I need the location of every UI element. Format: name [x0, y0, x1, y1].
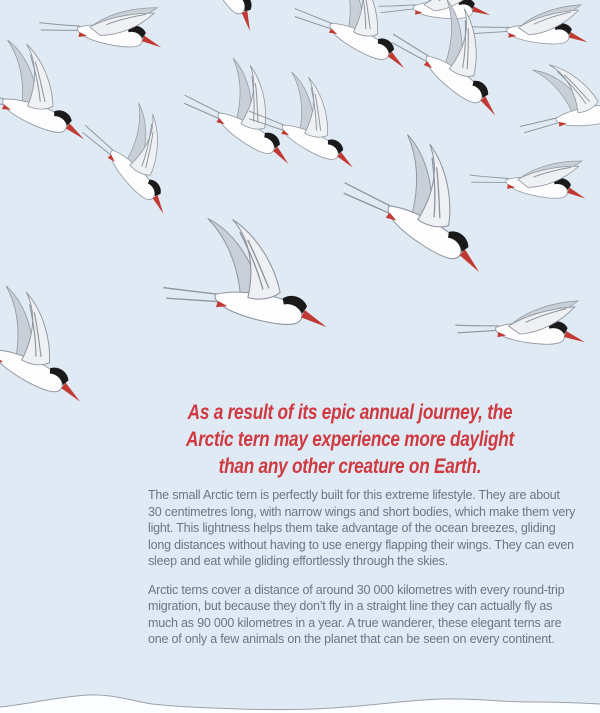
tern-bird: [246, 60, 381, 176]
body-text: [148, 487, 576, 660]
tern-bird: [0, 272, 114, 412]
tern-bird: [80, 88, 206, 220]
pull-quote-line-3: than any other creature on Earth.: [218, 455, 482, 478]
tern-bird: [340, 117, 523, 283]
tern-bird: [389, 0, 535, 124]
tern-bird: [469, 139, 593, 206]
paragraph-migration: Arctic terns cover a distance of around 30 000 kilometres with every round-trip migration, but because they don’t fly in a straight line they can actually fly as much as 90 000 kilometres in a year. A true wanderer, these elegant terns are one of only a few animals on the planet that can be seen on every continent.: [148, 582, 565, 646]
pull-quote-line-2: Arctic tern may experience more daylight: [186, 428, 514, 451]
tern-bird: [161, 207, 347, 340]
tern-bird: [179, 0, 301, 36]
tern-bird: [38, 0, 169, 55]
pull-quote-line-1: As a result of its epic annual journey, the: [187, 401, 513, 424]
wave-divider: [0, 683, 600, 713]
tern-bird: [515, 57, 600, 133]
tern-bird: [470, 0, 593, 50]
paragraph-lifestyle: The small Arctic tern is perfectly built for this extreme lifestyle. They are about 30 centimetres long, with narrow wings and short bodies, which make them very light. This lightness helps them take advantage of the ocean breezes, gliding long distances without having to use energy flapping their wings. They can even sleep and eat while gliding effortlessly through the skies.: [148, 488, 576, 568]
tern-bird: [0, 28, 110, 149]
wave-fill-shape: [0, 695, 600, 713]
tern-bird: [181, 45, 322, 173]
pull-quote-heading: [108, 399, 592, 480]
tern-bird: [378, 0, 493, 22]
tern-bird: [455, 285, 591, 351]
tern-bird: [292, 0, 434, 77]
